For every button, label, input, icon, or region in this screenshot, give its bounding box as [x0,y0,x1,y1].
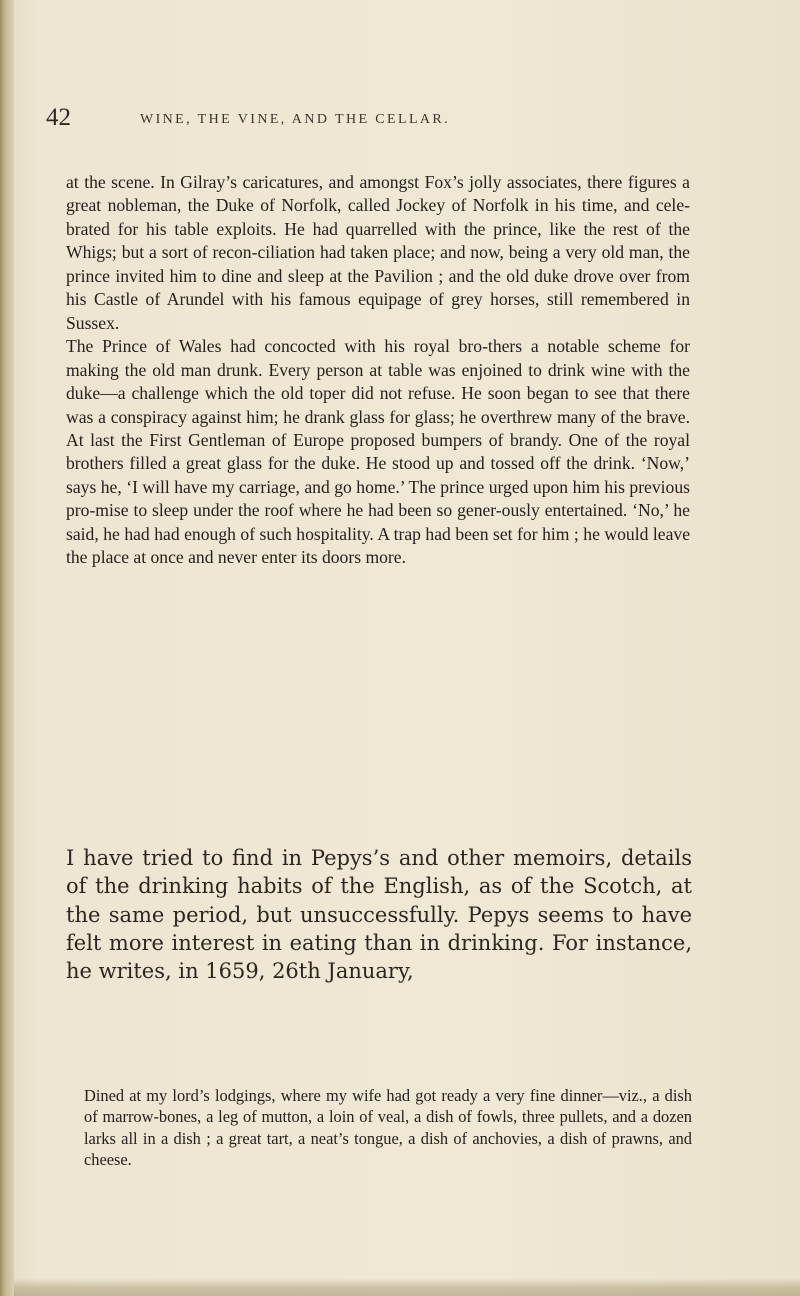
page-bottom-shadow [14,1278,800,1296]
paragraph-pepys: I have tried to find in Pepys’s and other memoirs, details of the drinking habits of the English, as of the Scotch, at the same period, but unsuccessfully. Pepys seems to have felt more interest in eating than in drinking. For instance, he writes, in 1659, 26th January, [66,846,692,984]
page-binding-edge [0,0,14,1296]
paragraph-prince-scheme: The Prince of Wales had concocted with his royal bro-thers a notable scheme for making the old man drunk. Every person at table was enjoined to drink wine with the duke—a challenge which the old toper did not refuse. He soon began to see that there was a conspiracy against him; he drank glass for glass; he overthrew many of the brave. At last the First Gentleman of Europe proposed bumpers of brandy. One of the royal brothers filled a great glass for the duke. He stood up and tossed off the drink. ‘Now,’ says he, ‘I will have my carriage, and go home.’ The prince urged upon him his previous pro-mise to sleep under the roof where he had been so gener-ously entertained. ‘No,’ he said, he had had enough of such hospitality. A trap had been set for him ; he would leave the place at once and never enter its doors more. [66,336,690,568]
diary-quote-block [84,1085,692,1170]
page-header [46,104,686,136]
running-head: WINE, THE VINE, AND THE CELLAR. [140,112,451,127]
page-number: 42 [46,104,71,131]
main-text-block [66,171,690,570]
paragraph-diary-quote: Dined at my lord’s lodgings, where my wife had got ready a very fine dinner—viz., a dish of marrow-bones, a leg of mutton, a loin of veal, a dish of fowls, three pullets, and a dozen larks all in a dish ; a great tart, a neat’s tongue, a dish of anchovies, a dish of prawns, and cheese. [84,1086,692,1169]
paragraph-duke-of-norfolk: at the scene. In Gilray’s caricatures, and amongst Fox’s jolly associates, there figures a great nobleman, the Duke of Norfolk, called Jockey of Norfolk in his time, and cele-brated for his table exploits. He had quarrelled with the prince, like the rest of the Whigs; but a sort of recon-ciliation had taken place; and now, being a very old man, the prince invited him to dine and sleep at the Pavilion ; and the old duke drove over from his Castle of Arundel with his famous equipage of grey horses, still remembered in Sussex. [66,172,690,333]
pepys-text-block [66,844,692,985]
